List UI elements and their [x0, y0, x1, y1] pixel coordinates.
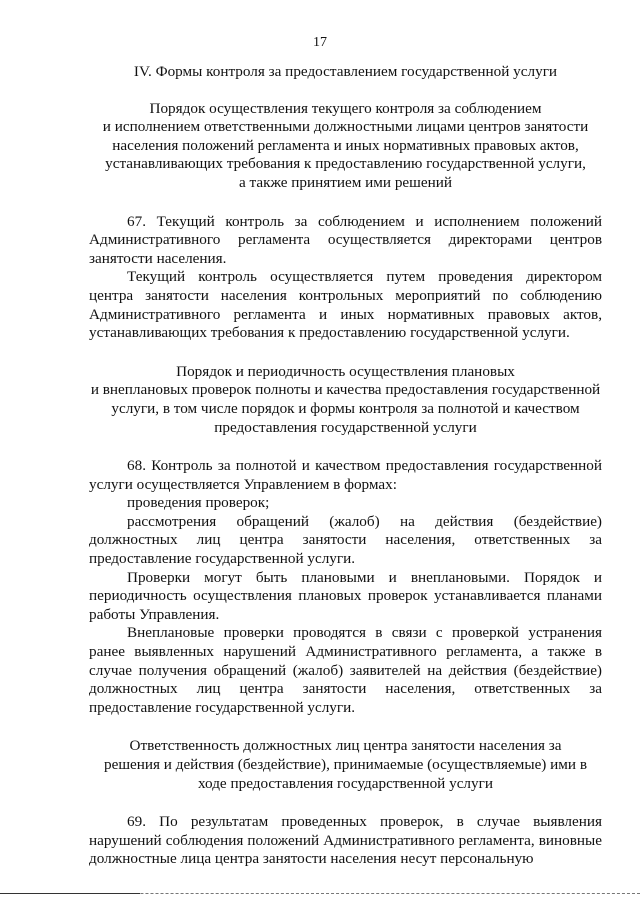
heading-line: ходе предоставления государственной услуги: [198, 774, 493, 792]
subsection-heading-responsibility: [89, 737, 602, 793]
paragraph-67: 67. Текущий контроль за соблюдением и исполнением положений Административного регламента осуществляется директорами центров занятости населения.: [89, 212, 602, 267]
heading-line: а также принятием ими решений: [238, 173, 452, 191]
paragraph: Внеплановые проверки проводятся в связи с проверкой устранения ранее выявленных нарушений Административного регламента, а также в случае получения обращений (жалоб) заявителей на действия (бездействие) должностных лиц центра занятости населения, ответственных за предоставление государственной услуги.: [89, 624, 602, 716]
subsection-heading-inspections: [89, 363, 602, 437]
paragraph-68: 68. Контроль за полнотой и качеством предоставления государственной услуги осуществляется Управлением в формах:: [89, 457, 602, 493]
section-69: [89, 813, 602, 869]
heading-line: Порядок и периодичность осуществления плановых: [176, 362, 515, 380]
heading-line: населения положений регламента и иных нормативных правовых актов,: [112, 136, 579, 154]
paragraph-69: 69. По результатам проведенных проверок, в случае выявления нарушений соблюдения положений Административного регламента, виновные должностные лица центра занятости населения несут персональную: [89, 813, 602, 868]
heading-line: устанавливающих требования к предоставлению государственной услуги,: [105, 155, 586, 173]
page-number: 17: [313, 35, 327, 50]
heading-line: услуги, в том числе порядок и формы контроля за полнотой и качеством: [111, 399, 580, 417]
heading-line: и внеплановых проверок полноты и качества предоставления государственной: [90, 381, 601, 399]
heading-line: и исполнением ответственными должностными лицами центров занятости: [102, 118, 589, 136]
subsection-heading-current-control: [89, 100, 602, 193]
heading-line: предоставления государственной услуги: [214, 418, 477, 436]
scan-artifact-line: [0, 893, 140, 894]
list-item: проведения проверок;: [127, 494, 270, 512]
heading-line: решения и действия (бездействие), принимаемые (осуществляемые) ими в: [103, 756, 587, 773]
list-item: рассмотрения обращений (жалоб) на действия (бездействие) должностных лиц центра занятости населения, ответственных за предоставление государственной услуги.: [89, 512, 602, 568]
document-body: [89, 63, 602, 869]
heading-line: Ответственность должностных лиц центра занятости населения за: [129, 737, 562, 755]
section-67: [89, 213, 602, 343]
paragraph: Текущий контроль осуществляется путем проведения директором центра занятости населения контрольных мероприятий по соблюдению Административного регламента и иных нормативных правовых актов, устанавливающих требования к предоставлению государственной услуги.: [89, 268, 602, 342]
section-title: IV. Формы контроля за предоставлением государственной услуги: [133, 63, 558, 80]
section-68: [89, 457, 602, 717]
paragraph: Проверки могут быть плановыми и внеплановыми. Порядок и периодичность осуществления плановых проверок устанавливается планами работы Управления.: [89, 568, 602, 623]
heading-line: Порядок осуществления текущего контроля за соблюдением: [149, 99, 542, 117]
